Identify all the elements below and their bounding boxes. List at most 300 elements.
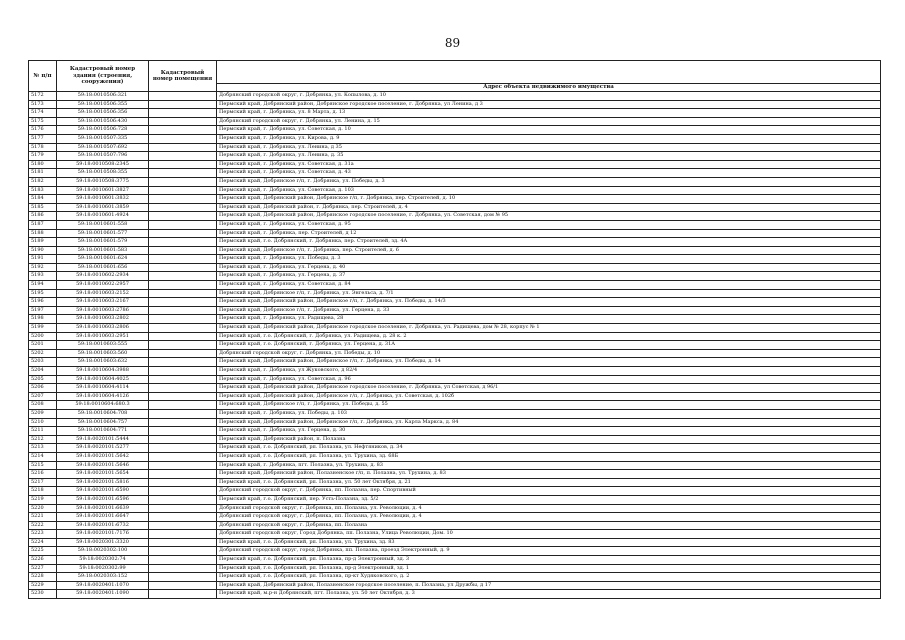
table-row (29, 332, 881, 341)
object-address: Пермский край, Добрянское г/п, г. Добрянка, ул. Герцена, д. 33 (217, 306, 881, 315)
row-number: 5172 (29, 92, 57, 101)
building-cadastral-number: 59:18:0020101:6647 (57, 513, 149, 522)
object-address: Пермский край, г. Добрянка, ул. Советская, д. 10 (217, 126, 881, 135)
table-row (29, 435, 881, 444)
object-address: Пермский край, Добрянское г/п, г. Добрянка, ул. Энгельса, д. 7/1 (217, 289, 881, 298)
table-row (29, 375, 881, 384)
row-number: 5183 (29, 186, 57, 195)
building-cadastral-number: 59:18:0010508:2345 (57, 160, 149, 169)
table-row (29, 134, 881, 143)
object-address: Пермский край, г. Добрянка, ул. Советская, д. 96 (217, 375, 881, 384)
object-address: Добрянский городской округ, г. Добрянка, ул. Победы, д. 10 (217, 349, 881, 358)
room-cadastral-number (149, 220, 217, 229)
table-row (29, 487, 881, 496)
building-cadastral-number: 59:18:0010601:583 (57, 246, 149, 255)
room-cadastral-number (149, 444, 217, 453)
table-row (29, 324, 881, 333)
room-cadastral-number (149, 556, 217, 565)
table-row (29, 109, 881, 118)
header-address: Адрес объекта недвижимого имущества (217, 84, 881, 92)
building-cadastral-number: 59:18:0010507:692 (57, 143, 149, 152)
object-address: Пермский край, г.о. Добрянский, г. Добрянка, пер. Строителей, зд. 4А (217, 238, 881, 247)
row-number: 5218 (29, 487, 57, 496)
table-header (29, 61, 881, 92)
object-address: Добрянский городской округ, г. Добрянка, ул. Ленина, д. 15 (217, 117, 881, 126)
table-row (29, 229, 881, 238)
row-number: 5197 (29, 306, 57, 315)
object-address: Добрянский городской округ, Город Добрянка, пп. Полазна, Улица Революции, Дом. 10 (217, 530, 881, 539)
room-cadastral-number (149, 212, 217, 221)
room-cadastral-number (149, 315, 217, 324)
table-row (29, 581, 881, 590)
building-cadastral-number: 59:18:0020302:74 (57, 556, 149, 565)
object-address: Пермский край, г. Добрянка, ул. Советская, д. 84 (217, 281, 881, 290)
building-cadastral-number: 59:18:0010506:430 (57, 117, 149, 126)
object-address: Добрянский городской округ, город Добрянка, пп. Полазна, проезд Электронный, д. 9 (217, 547, 881, 556)
building-cadastral-number: 59:18:0010601:579 (57, 238, 149, 247)
table-row (29, 100, 881, 109)
building-cadastral-number: 59:18:0010603:2951 (57, 332, 149, 341)
table-row (29, 220, 881, 229)
table-row (29, 409, 881, 418)
room-cadastral-number (149, 427, 217, 436)
building-cadastral-number: 59:18:0010604:4025 (57, 375, 149, 384)
row-number: 5198 (29, 315, 57, 324)
table-row (29, 177, 881, 186)
row-number: 5175 (29, 117, 57, 126)
row-number: 5190 (29, 246, 57, 255)
table-row (29, 564, 881, 573)
row-number: 5200 (29, 332, 57, 341)
room-cadastral-number (149, 435, 217, 444)
table-row (29, 384, 881, 393)
object-address: Пермский край, м.р-н Добрянский, пгт. Полазна, ул. 50 лет Октября, д. 3 (217, 590, 881, 599)
table-row (29, 538, 881, 547)
row-number: 5177 (29, 134, 57, 143)
table-row (29, 513, 881, 522)
row-number: 5229 (29, 581, 57, 590)
row-number: 5230 (29, 590, 57, 599)
row-number: 5227 (29, 564, 57, 573)
table-row (29, 306, 881, 315)
building-cadastral-number: 59:18:0010603:560 (57, 349, 149, 358)
building-cadastral-number: 59:18:0010601:3859 (57, 203, 149, 212)
building-cadastral-number: 59:18:0020101:5642 (57, 452, 149, 461)
room-cadastral-number (149, 298, 217, 307)
object-address: Пермский край, Добрянский район, Добрянское г/п, г. Добрянка, ул. Победы, д. 14/3 (217, 298, 881, 307)
object-address: Пермский край, г. Добрянка, ул. Кирова, д. 9 (217, 134, 881, 143)
property-table-container (28, 60, 880, 599)
table-row (29, 392, 881, 401)
row-number: 5222 (29, 521, 57, 530)
building-cadastral-number: 59:18:0020101:6590 (57, 487, 149, 496)
building-cadastral-number: 59:18:0020302:100 (57, 547, 149, 556)
building-cadastral-number: 59:18:0020101:5816 (57, 478, 149, 487)
room-cadastral-number (149, 152, 217, 161)
row-number: 5187 (29, 220, 57, 229)
object-address: Пермский край, Добрянский район, Добрянское городское поселение, г. Добрянка, ул Ленина, д 3 (217, 100, 881, 109)
row-number: 5225 (29, 547, 57, 556)
object-address: Пермский край, г. Добрянка, ул. Победы, д. 103 (217, 409, 881, 418)
room-cadastral-number (149, 581, 217, 590)
building-cadastral-number: 59:18:0010601:656 (57, 263, 149, 272)
row-number: 5208 (29, 401, 57, 410)
row-number: 5179 (29, 152, 57, 161)
object-address: Пермский край, Добрянский район, Добрянское городское поселение, г. Добрянка, ул Советская, д 96/1 (217, 384, 881, 393)
object-address: Пермский край, г. Добрянка, ул. Герцена, д. 40 (217, 263, 881, 272)
room-cadastral-number (149, 573, 217, 582)
table-row (29, 203, 881, 212)
room-cadastral-number (149, 392, 217, 401)
row-number: 5219 (29, 495, 57, 504)
object-address: Пермский край, г. Добрянка, ул Жуковского, д 82/4 (217, 367, 881, 376)
table-row (29, 263, 881, 272)
table-row (29, 401, 881, 410)
table-row (29, 289, 881, 298)
room-cadastral-number (149, 495, 217, 504)
row-number: 5202 (29, 349, 57, 358)
object-address: Пермский край, Добрянский район, Добрянское г/п, г. Добрянка, пер. Строителей, д. 10 (217, 195, 881, 204)
room-cadastral-number (149, 203, 217, 212)
row-number: 5211 (29, 427, 57, 436)
row-number: 5186 (29, 212, 57, 221)
building-cadastral-number: 59:18:0020401:1070 (57, 581, 149, 590)
room-cadastral-number (149, 384, 217, 393)
object-address: Пермский край, г. Добрянка, ул. Радищева, 28 (217, 315, 881, 324)
table-row (29, 117, 881, 126)
object-address: Пермский край, г.о. Добрянский, пер. Усть-Полазна, зд. 5/2 (217, 495, 881, 504)
building-cadastral-number: 59:18:0010603:632 (57, 358, 149, 367)
row-number: 5192 (29, 263, 57, 272)
header-room-cadastral: Кадастровый номер помещения (149, 61, 217, 92)
row-number: 5205 (29, 375, 57, 384)
building-cadastral-number: 59:18:0010604:4126 (57, 392, 149, 401)
room-cadastral-number (149, 126, 217, 135)
object-address: Пермский край, г. Добрянка, пер. Строителей, д 12 (217, 229, 881, 238)
building-cadastral-number: 59:18:0010603:2167 (57, 298, 149, 307)
row-number: 5214 (29, 452, 57, 461)
object-address: Пермский край, Добрянский район, Добрянское г/п, г. Добрянка, ул. Победы, д. 14 (217, 358, 881, 367)
row-number: 5173 (29, 100, 57, 109)
row-number: 5174 (29, 109, 57, 118)
room-cadastral-number (149, 590, 217, 599)
row-number: 5201 (29, 341, 57, 350)
building-cadastral-number: 59:18:0010508:3775 (57, 177, 149, 186)
row-number: 5178 (29, 143, 57, 152)
row-number: 5228 (29, 573, 57, 582)
building-cadastral-number: 59:18:0010506:728 (57, 126, 149, 135)
building-cadastral-number: 59:18:0020101:6596 (57, 495, 149, 504)
room-cadastral-number (149, 186, 217, 195)
table-row (29, 495, 881, 504)
row-number: 5184 (29, 195, 57, 204)
table-row (29, 212, 881, 221)
row-number: 5226 (29, 556, 57, 565)
room-cadastral-number (149, 470, 217, 479)
object-address: Пермский край, г.о. Добрянский, г. Добрянка, ул. Радищева, д. 28 к. 2 (217, 332, 881, 341)
building-cadastral-number: 59:18:0010506:356 (57, 109, 149, 118)
room-cadastral-number (149, 255, 217, 264)
row-number: 5206 (29, 384, 57, 393)
row-number: 5217 (29, 478, 57, 487)
building-cadastral-number: 59:18:0010506:321 (57, 92, 149, 101)
table-row (29, 169, 881, 178)
room-cadastral-number (149, 521, 217, 530)
object-address: Пермский край, Добрянское г/п, г. Добрянка, ул. Победы, д. 55 (217, 401, 881, 410)
table-row (29, 444, 881, 453)
building-cadastral-number: 59:18:0010601:4924 (57, 212, 149, 221)
room-cadastral-number (149, 547, 217, 556)
table-row (29, 186, 881, 195)
room-cadastral-number (149, 306, 217, 315)
room-cadastral-number (149, 281, 217, 290)
building-cadastral-number: 59:18:0020101:5654 (57, 470, 149, 479)
row-number: 5212 (29, 435, 57, 444)
object-address: Пермский край, г.о. Добрянский, рп. Полазна, пр-д Электронный, зд. 1 (217, 564, 881, 573)
building-cadastral-number: 59:18:0020101:6639 (57, 504, 149, 513)
room-cadastral-number (149, 272, 217, 281)
building-cadastral-number: 59:18:0020101:5277 (57, 444, 149, 453)
object-address: Пермский край, Добрянский район, г. Добрянка, пер. Строителей, д. 4 (217, 203, 881, 212)
room-cadastral-number (149, 332, 217, 341)
object-address: Пермский край, Добрянский район, Полазненское г/п, п. Полазна, ул. Трухина, д. 83 (217, 470, 881, 479)
room-cadastral-number (149, 263, 217, 272)
table-row (29, 478, 881, 487)
room-cadastral-number (149, 195, 217, 204)
row-number: 5189 (29, 238, 57, 247)
row-number: 5221 (29, 513, 57, 522)
room-cadastral-number (149, 513, 217, 522)
row-number: 5196 (29, 298, 57, 307)
table-body (29, 92, 881, 599)
table-row (29, 281, 881, 290)
object-address: Добрянский городской округ, г. Добрянка, пп. Полазна (217, 521, 881, 530)
object-address: Пермский край, Добрянский район, Добрянское г/п, г. Добрянка, ул. Карла Маркса, д. 84 (217, 418, 881, 427)
table-row (29, 126, 881, 135)
room-cadastral-number (149, 358, 217, 367)
page-number: 89 (444, 36, 461, 50)
table-row (29, 418, 881, 427)
table-row (29, 92, 881, 101)
row-number: 5182 (29, 177, 57, 186)
object-address: Добрянский городской округ, г. Добрянка, пп. Полазна, пер. Спортивный (217, 487, 881, 496)
building-cadastral-number: 59:18:0010601:3827 (57, 186, 149, 195)
object-address: Пермский край, Добрянское г/п, г. Добрянка, ул. Победы, д. 3 (217, 177, 881, 186)
room-cadastral-number (149, 109, 217, 118)
object-address: Пермский край, г. Добрянка, пгт. Полазна, ул. Трухина, д. 83 (217, 461, 881, 470)
object-address: Пермский край, Добрянский район, Полазненское городское поселение, п. Полазна, ул Дружбы, д 17 (217, 581, 881, 590)
building-cadastral-number: 59:18:0010506:355 (57, 100, 149, 109)
room-cadastral-number (149, 92, 217, 101)
table-row (29, 272, 881, 281)
object-address: Пермский край, г. Добрянка, ул. 8 Марта, д. 13 (217, 109, 881, 118)
table-row (29, 349, 881, 358)
object-address: Пермский край, г. Добрянка, ул. Герцена, д. 37 (217, 272, 881, 281)
object-address: Пермский край, г. Добрянка, ул. Победы, д. 3 (217, 255, 881, 264)
building-cadastral-number: 59:18:0010604:757 (57, 418, 149, 427)
object-address: Пермский край, г. Добрянка, ул. Ленина, д 35 (217, 143, 881, 152)
room-cadastral-number (149, 143, 217, 152)
row-number: 5210 (29, 418, 57, 427)
object-address: Добрянский городской округ, г. Добрянка, ул. Копылова, д. 10 (217, 92, 881, 101)
building-cadastral-number: 59:18:0020101:7176 (57, 530, 149, 539)
building-cadastral-number: 59:18:0010604:3988 (57, 367, 149, 376)
table-row (29, 573, 881, 582)
room-cadastral-number (149, 134, 217, 143)
row-number: 5224 (29, 538, 57, 547)
building-cadastral-number: 59:18:0020302:99 (57, 564, 149, 573)
object-address: Пермский край, г.о. Добрянский, г. Добрянка, ул. Герцена, д. 31А (217, 341, 881, 350)
building-cadastral-number: 59:18:0020303:152 (57, 573, 149, 582)
table-row (29, 452, 881, 461)
building-cadastral-number: 59:18:0010507:796 (57, 152, 149, 161)
building-cadastral-number: 59:18:0010604:680.3 (57, 401, 149, 410)
room-cadastral-number (149, 100, 217, 109)
building-cadastral-number: 59:18:0010603:555 (57, 341, 149, 350)
building-cadastral-number: 59:18:0010604:771 (57, 427, 149, 436)
object-address: Пермский край, Добрянское г/п, г. Добрянка, пер. Строителей, д. 6 (217, 246, 881, 255)
row-number: 5195 (29, 289, 57, 298)
building-cadastral-number: 59:18:0010602:2957 (57, 281, 149, 290)
object-address: Пермский край, Добрянский район, Добрянское городское поселение, г. Добрянка, ул. Советская, дом № 95 (217, 212, 881, 221)
building-cadastral-number: 59:18:0010604:4114 (57, 384, 149, 393)
object-address: Пермский край, Добрянский район, п. Полазна (217, 435, 881, 444)
room-cadastral-number (149, 504, 217, 513)
room-cadastral-number (149, 409, 217, 418)
object-address: Пермский край, г. Добрянка, ул. Советская, д. 43 (217, 169, 881, 178)
building-cadastral-number: 59:18:0010601:624 (57, 255, 149, 264)
table-row (29, 556, 881, 565)
object-address: Пермский край, г. Добрянка, ул. Герцена, д. 30 (217, 427, 881, 436)
row-number: 5188 (29, 229, 57, 238)
table-row (29, 470, 881, 479)
building-cadastral-number: 59:18:0010603:2152 (57, 289, 149, 298)
row-number: 5220 (29, 504, 57, 513)
building-cadastral-number: 59:18:0010508:355 (57, 169, 149, 178)
row-number: 5223 (29, 530, 57, 539)
object-address: Пермский край, г.о. Добрянский, рп. Полазна, ул. Нефтяников, д. 34 (217, 444, 881, 453)
table-row (29, 358, 881, 367)
row-number: 5181 (29, 169, 57, 178)
table-row (29, 315, 881, 324)
table-row (29, 160, 881, 169)
object-address: Пермский край, г.о. Добрянский, рп. Полазна, ул. 50 лет Октября, д. 21 (217, 478, 881, 487)
object-address: Пермский край, г. Добрянка, ул. Советская, д. 103 (217, 186, 881, 195)
room-cadastral-number (149, 452, 217, 461)
room-cadastral-number (149, 117, 217, 126)
object-address: Пермский край, г.о. Добрянский, рп. Полазна, ул. Трухина, зд. 83 (217, 538, 881, 547)
object-address: Пермский край, г.о. Добрянский, рп. Полазна, пр-д Электронный, зд. 3 (217, 556, 881, 565)
object-address: Пермский край, г. Добрянка, ул. Советская, д. 31а (217, 160, 881, 169)
building-cadastral-number: 59:18:0010507:335 (57, 134, 149, 143)
row-number: 5193 (29, 272, 57, 281)
room-cadastral-number (149, 229, 217, 238)
table-row (29, 143, 881, 152)
building-cadastral-number: 59:18:0010604:708 (57, 409, 149, 418)
header-num: № п/п (29, 61, 57, 92)
room-cadastral-number (149, 160, 217, 169)
row-number: 5180 (29, 160, 57, 169)
row-number: 5213 (29, 444, 57, 453)
room-cadastral-number (149, 177, 217, 186)
room-cadastral-number (149, 401, 217, 410)
table-row (29, 298, 881, 307)
table-row (29, 341, 881, 350)
table-row (29, 427, 881, 436)
property-table (28, 60, 881, 599)
building-cadastral-number: 59:18:0010603:2806 (57, 324, 149, 333)
object-address: Добрянский городской округ, г. Добрянка, пп. Полазна, ул. Революции, д. 4 (217, 513, 881, 522)
row-number: 5176 (29, 126, 57, 135)
room-cadastral-number (149, 238, 217, 247)
building-cadastral-number: 59:18:0010601:558 (57, 220, 149, 229)
building-cadastral-number: 59:18:0010601:577 (57, 229, 149, 238)
table-row (29, 504, 881, 513)
table-row (29, 461, 881, 470)
table-row (29, 238, 881, 247)
building-cadastral-number: 59:18:0010602:2934 (57, 272, 149, 281)
object-address: Пермский край, г.о. Добрянский, рп. Полазна, пр-кт Худяковского, д. 2 (217, 573, 881, 582)
object-address: Пермский край, г. Добрянка, ул. Ленина, д. 35 (217, 152, 881, 161)
row-number: 5215 (29, 461, 57, 470)
room-cadastral-number (149, 324, 217, 333)
building-cadastral-number: 59:18:0020401:1090 (57, 590, 149, 599)
row-number: 5199 (29, 324, 57, 333)
table-row (29, 367, 881, 376)
building-cadastral-number: 59:18:0020101:5444 (57, 435, 149, 444)
object-address: Пермский край, г.о. Добрянский, рп. Полазна, ул. Трухина, зд. 68Б (217, 452, 881, 461)
room-cadastral-number (149, 530, 217, 539)
object-address: Добрянский городской округ, г. Добрянка, пп. Полазна, ул. Революции, д. 4 (217, 504, 881, 513)
table-row (29, 521, 881, 530)
building-cadastral-number: 59:18:0020301:3320 (57, 538, 149, 547)
header-address-top (217, 61, 881, 84)
row-number: 5216 (29, 470, 57, 479)
table-row (29, 246, 881, 255)
table-row (29, 590, 881, 599)
object-address: Пермский край, Добрянский район, Добрянское г/п, г. Добрянка, ул. Советская, д. 102б (217, 392, 881, 401)
row-number: 5191 (29, 255, 57, 264)
room-cadastral-number (149, 538, 217, 547)
room-cadastral-number (149, 349, 217, 358)
building-cadastral-number: 59:18:0010603:2802 (57, 315, 149, 324)
header-building-cadastral: Кадастровый номер здания (строения, сооружения) (57, 61, 149, 92)
row-number: 5209 (29, 409, 57, 418)
room-cadastral-number (149, 478, 217, 487)
room-cadastral-number (149, 289, 217, 298)
row-number: 5185 (29, 203, 57, 212)
room-cadastral-number (149, 461, 217, 470)
room-cadastral-number (149, 169, 217, 178)
row-number: 5207 (29, 392, 57, 401)
table-row (29, 530, 881, 539)
room-cadastral-number (149, 564, 217, 573)
building-cadastral-number: 59:18:0010603:2786 (57, 306, 149, 315)
room-cadastral-number (149, 375, 217, 384)
room-cadastral-number (149, 367, 217, 376)
row-number: 5204 (29, 367, 57, 376)
room-cadastral-number (149, 246, 217, 255)
building-cadastral-number: 59:18:0020101:6732 (57, 521, 149, 530)
table-row (29, 255, 881, 264)
building-cadastral-number: 59:18:0020101:5646 (57, 461, 149, 470)
table-row (29, 547, 881, 556)
object-address: Пермский край, Добрянский район, Добрянское городское поселение, г. Добрянка, ул. Радищева, дом № 28, корпус № 1 (217, 324, 881, 333)
table-row (29, 195, 881, 204)
object-address: Пермский край, г. Добрянка, ул. Советская, д. 95 (217, 220, 881, 229)
room-cadastral-number (149, 418, 217, 427)
room-cadastral-number (149, 341, 217, 350)
